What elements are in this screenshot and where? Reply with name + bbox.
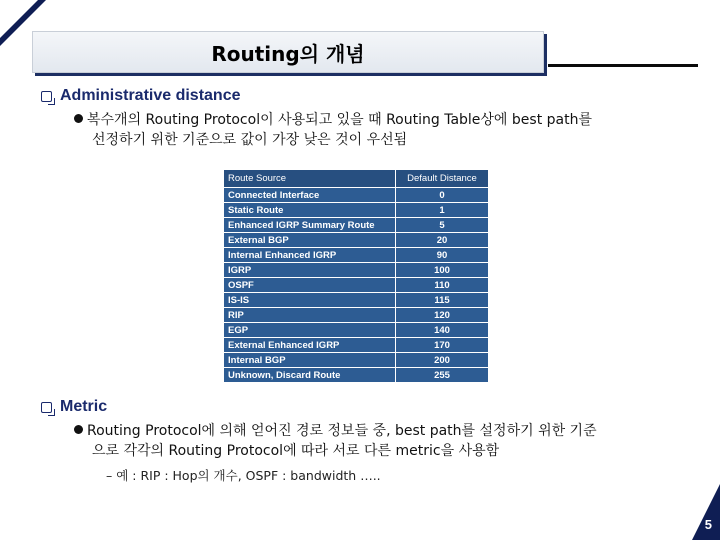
table-row [224,323,489,338]
route-source-cell: OSPF [224,278,396,293]
distance-cell: 255 [396,368,489,383]
distance-cell: 1 [396,203,489,218]
section2-desc-line1: Routing Protocol에 의해 얻어진 경로 정보들 중, best path를 설정하기 위한 기준 [87,423,597,439]
table-row [224,293,489,308]
title-underline [548,64,698,67]
metric-example: – 예 : RIP : Hop의 개수, OSPF : bandwidth ….. [106,468,381,483]
distance-cell: 115 [396,293,489,308]
table-row [224,308,489,323]
section1-desc-line1: 복수개의 Routing Protocol이 사용되고 있을 때 Routing Table상에 best path를 [87,112,592,128]
route-source-cell: External BGP [224,233,396,248]
distance-cell: 100 [396,263,489,278]
column-header-route-source: Route Source [224,170,396,188]
column-header-default-distance: Default Distance [396,170,489,188]
table-row [224,203,489,218]
table-row [224,338,489,353]
route-source-cell: Enhanced IGRP Summary Route [224,218,396,233]
table-row [224,233,489,248]
section-heading-admin-distance [41,87,241,105]
section1-heading: Administrative distance [60,87,241,104]
distance-cell: 170 [396,338,489,353]
distance-cell: 120 [396,308,489,323]
table-row [224,188,489,203]
slide-title-box [32,31,544,73]
distance-cell: 200 [396,353,489,368]
bullet-dot-icon [74,425,83,434]
route-source-cell: Connected Interface [224,188,396,203]
section2-heading: Metric [60,398,108,415]
route-source-cell: IGRP [224,263,396,278]
table-row [224,263,489,278]
route-source-cell: Unknown, Discard Route [224,368,396,383]
table-row [224,218,489,233]
route-source-cell: Internal Enhanced IGRP [224,248,396,263]
administrative-distance-table [223,169,489,383]
distance-cell: 90 [396,248,489,263]
distance-cell: 20 [396,233,489,248]
bullet-dot-icon [74,114,83,123]
table-header-row [224,170,489,188]
distance-cell: 140 [396,323,489,338]
route-source-cell: Internal BGP [224,353,396,368]
page-number: 5 [704,517,712,532]
route-source-cell: IS-IS [224,293,396,308]
section2-desc-line2: 으로 각각의 Routing Protocol에 따라 서로 다른 metric을 사용함 [92,443,500,459]
route-source-cell: RIP [224,308,396,323]
distance-cell: 0 [396,188,489,203]
slide-title: Routing의 개념 [211,41,365,66]
table-row [224,368,489,383]
checkbox-bullet-icon [41,91,52,102]
section2-description [74,421,694,461]
section-heading-metric [41,398,107,416]
checkbox-bullet-icon [41,402,52,413]
distance-cell: 110 [396,278,489,293]
section1-desc-line2: 선정하기 위한 기준으로 값이 가장 낮은 것이 우선됨 [92,132,408,148]
table-row [224,353,489,368]
section1-description [74,110,684,150]
route-source-cell: External Enhanced IGRP [224,338,396,353]
distance-cell: 5 [396,218,489,233]
table-row [224,248,489,263]
route-source-cell: Static Route [224,203,396,218]
table-row [224,278,489,293]
route-source-cell: EGP [224,323,396,338]
